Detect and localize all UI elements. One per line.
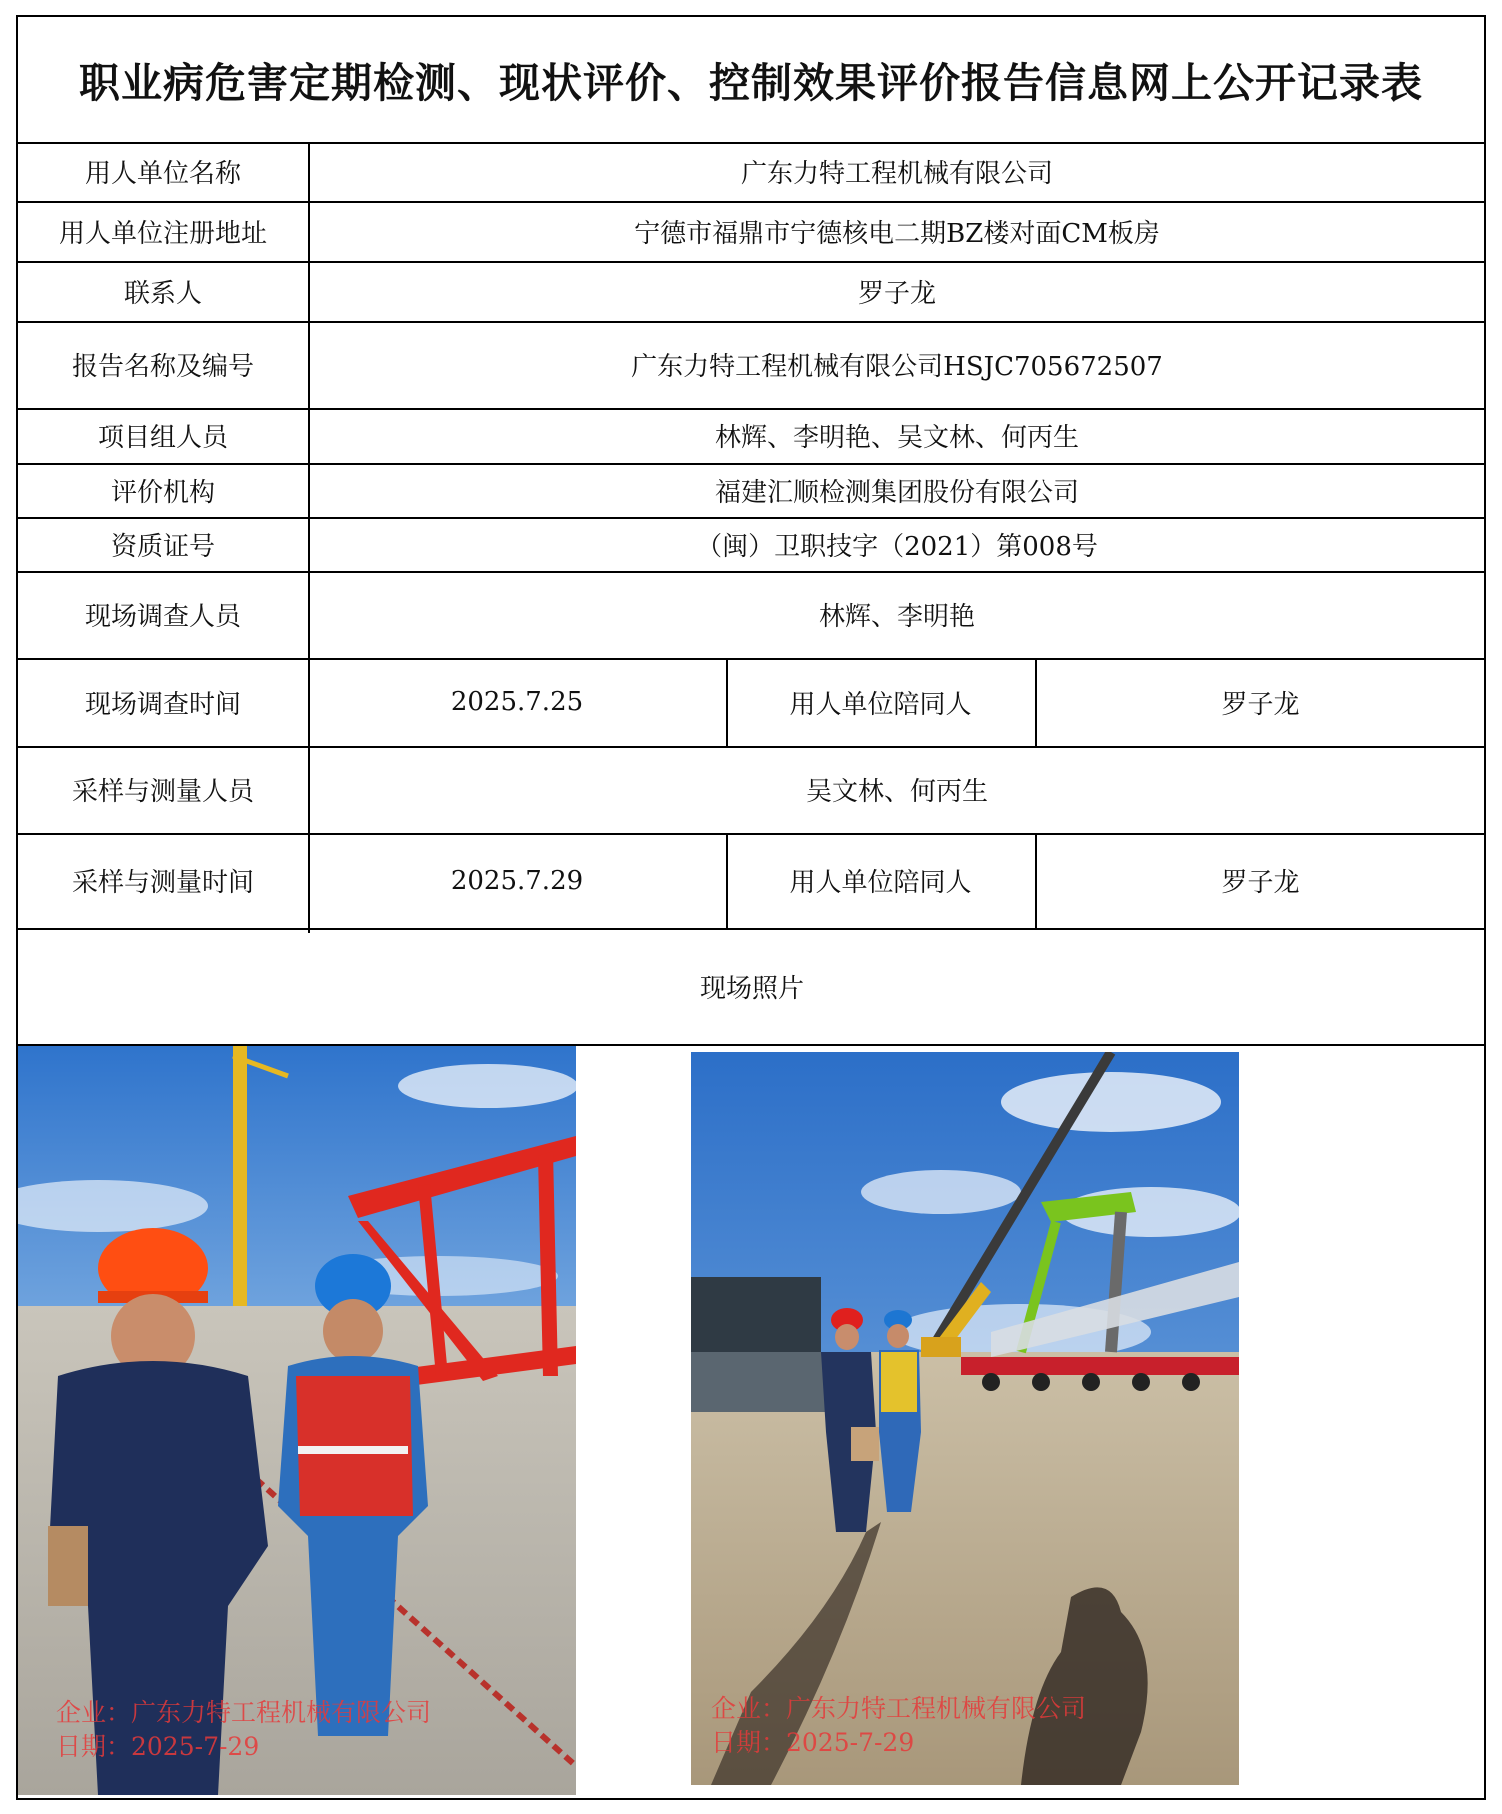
survey-time-value: 2025.7.25 (450, 687, 584, 717)
cert-value: （闽）卫职技字（2021）第008号 (696, 531, 1098, 562)
team-value: 林辉、李明艳、吴文林、何丙生 (714, 423, 1079, 453)
contact-value: 罗子龙 (857, 278, 936, 309)
photos-label: 现场照片 (699, 973, 804, 1004)
survey-staff-label: 现场调查人员 (84, 602, 241, 632)
report-value: 广东力特工程机械有限公司HSJC705672507 (631, 352, 1163, 382)
survey-companion-value: 罗子龙 (1221, 689, 1300, 720)
record-table (16, 15, 1486, 1800)
unit-address-value: 宁德市福鼎市宁德核电二期BZ楼对面CM板房 (634, 218, 1160, 249)
sampling-time-label: 采样与测量时间 (71, 868, 254, 898)
unit-name-label: 用人单位名称 (84, 159, 241, 189)
report-label: 报告名称及编号 (71, 352, 254, 382)
unit-name-value: 广东力特工程机械有限公司 (740, 159, 1053, 189)
document-title: 职业病危害定期检测、现状评价、控制效果评价报告信息网上公开记录表 (79, 59, 1423, 107)
agency-value: 福建汇顺检测集团股份有限公司 (714, 477, 1079, 508)
sampling-companion-label: 用人单位陪同人 (789, 868, 972, 898)
photo-1-watermark (56, 1696, 431, 1764)
unit-address-label: 用人单位注册地址 (58, 218, 267, 249)
photo-1-watermark-enterprise: 企业：广东力特工程机械有限公司 (56, 1698, 432, 1727)
sampling-time-value: 2025.7.29 (450, 865, 584, 896)
site-photo-2 (691, 1052, 1239, 1785)
contact-label: 联系人 (123, 278, 202, 309)
photo-2-watermark-date: 日期：2025-7-29 (711, 1728, 915, 1757)
site-photo-1-illustration (18, 1046, 576, 1795)
agency-label: 评价机构 (110, 477, 215, 508)
site-photo-1 (18, 1046, 576, 1795)
sampling-staff-value: 吴文林、何丙生 (805, 777, 988, 807)
survey-companion-label: 用人单位陪同人 (789, 689, 972, 720)
survey-time-label: 现场调查时间 (84, 689, 241, 720)
photo-2-watermark-enterprise: 企业：广东力特工程机械有限公司 (711, 1694, 1087, 1723)
cert-label: 资质证号 (110, 531, 215, 562)
survey-staff-value: 林辉、李明艳 (818, 602, 975, 632)
photo-2-watermark (711, 1692, 1086, 1760)
site-photo-2-illustration (691, 1052, 1239, 1785)
sampling-staff-label: 采样与测量人员 (71, 777, 254, 807)
sampling-companion-value: 罗子龙 (1221, 868, 1300, 898)
photo-1-watermark-date: 日期：2025-7-29 (56, 1732, 260, 1761)
team-label: 项目组人员 (97, 423, 228, 453)
